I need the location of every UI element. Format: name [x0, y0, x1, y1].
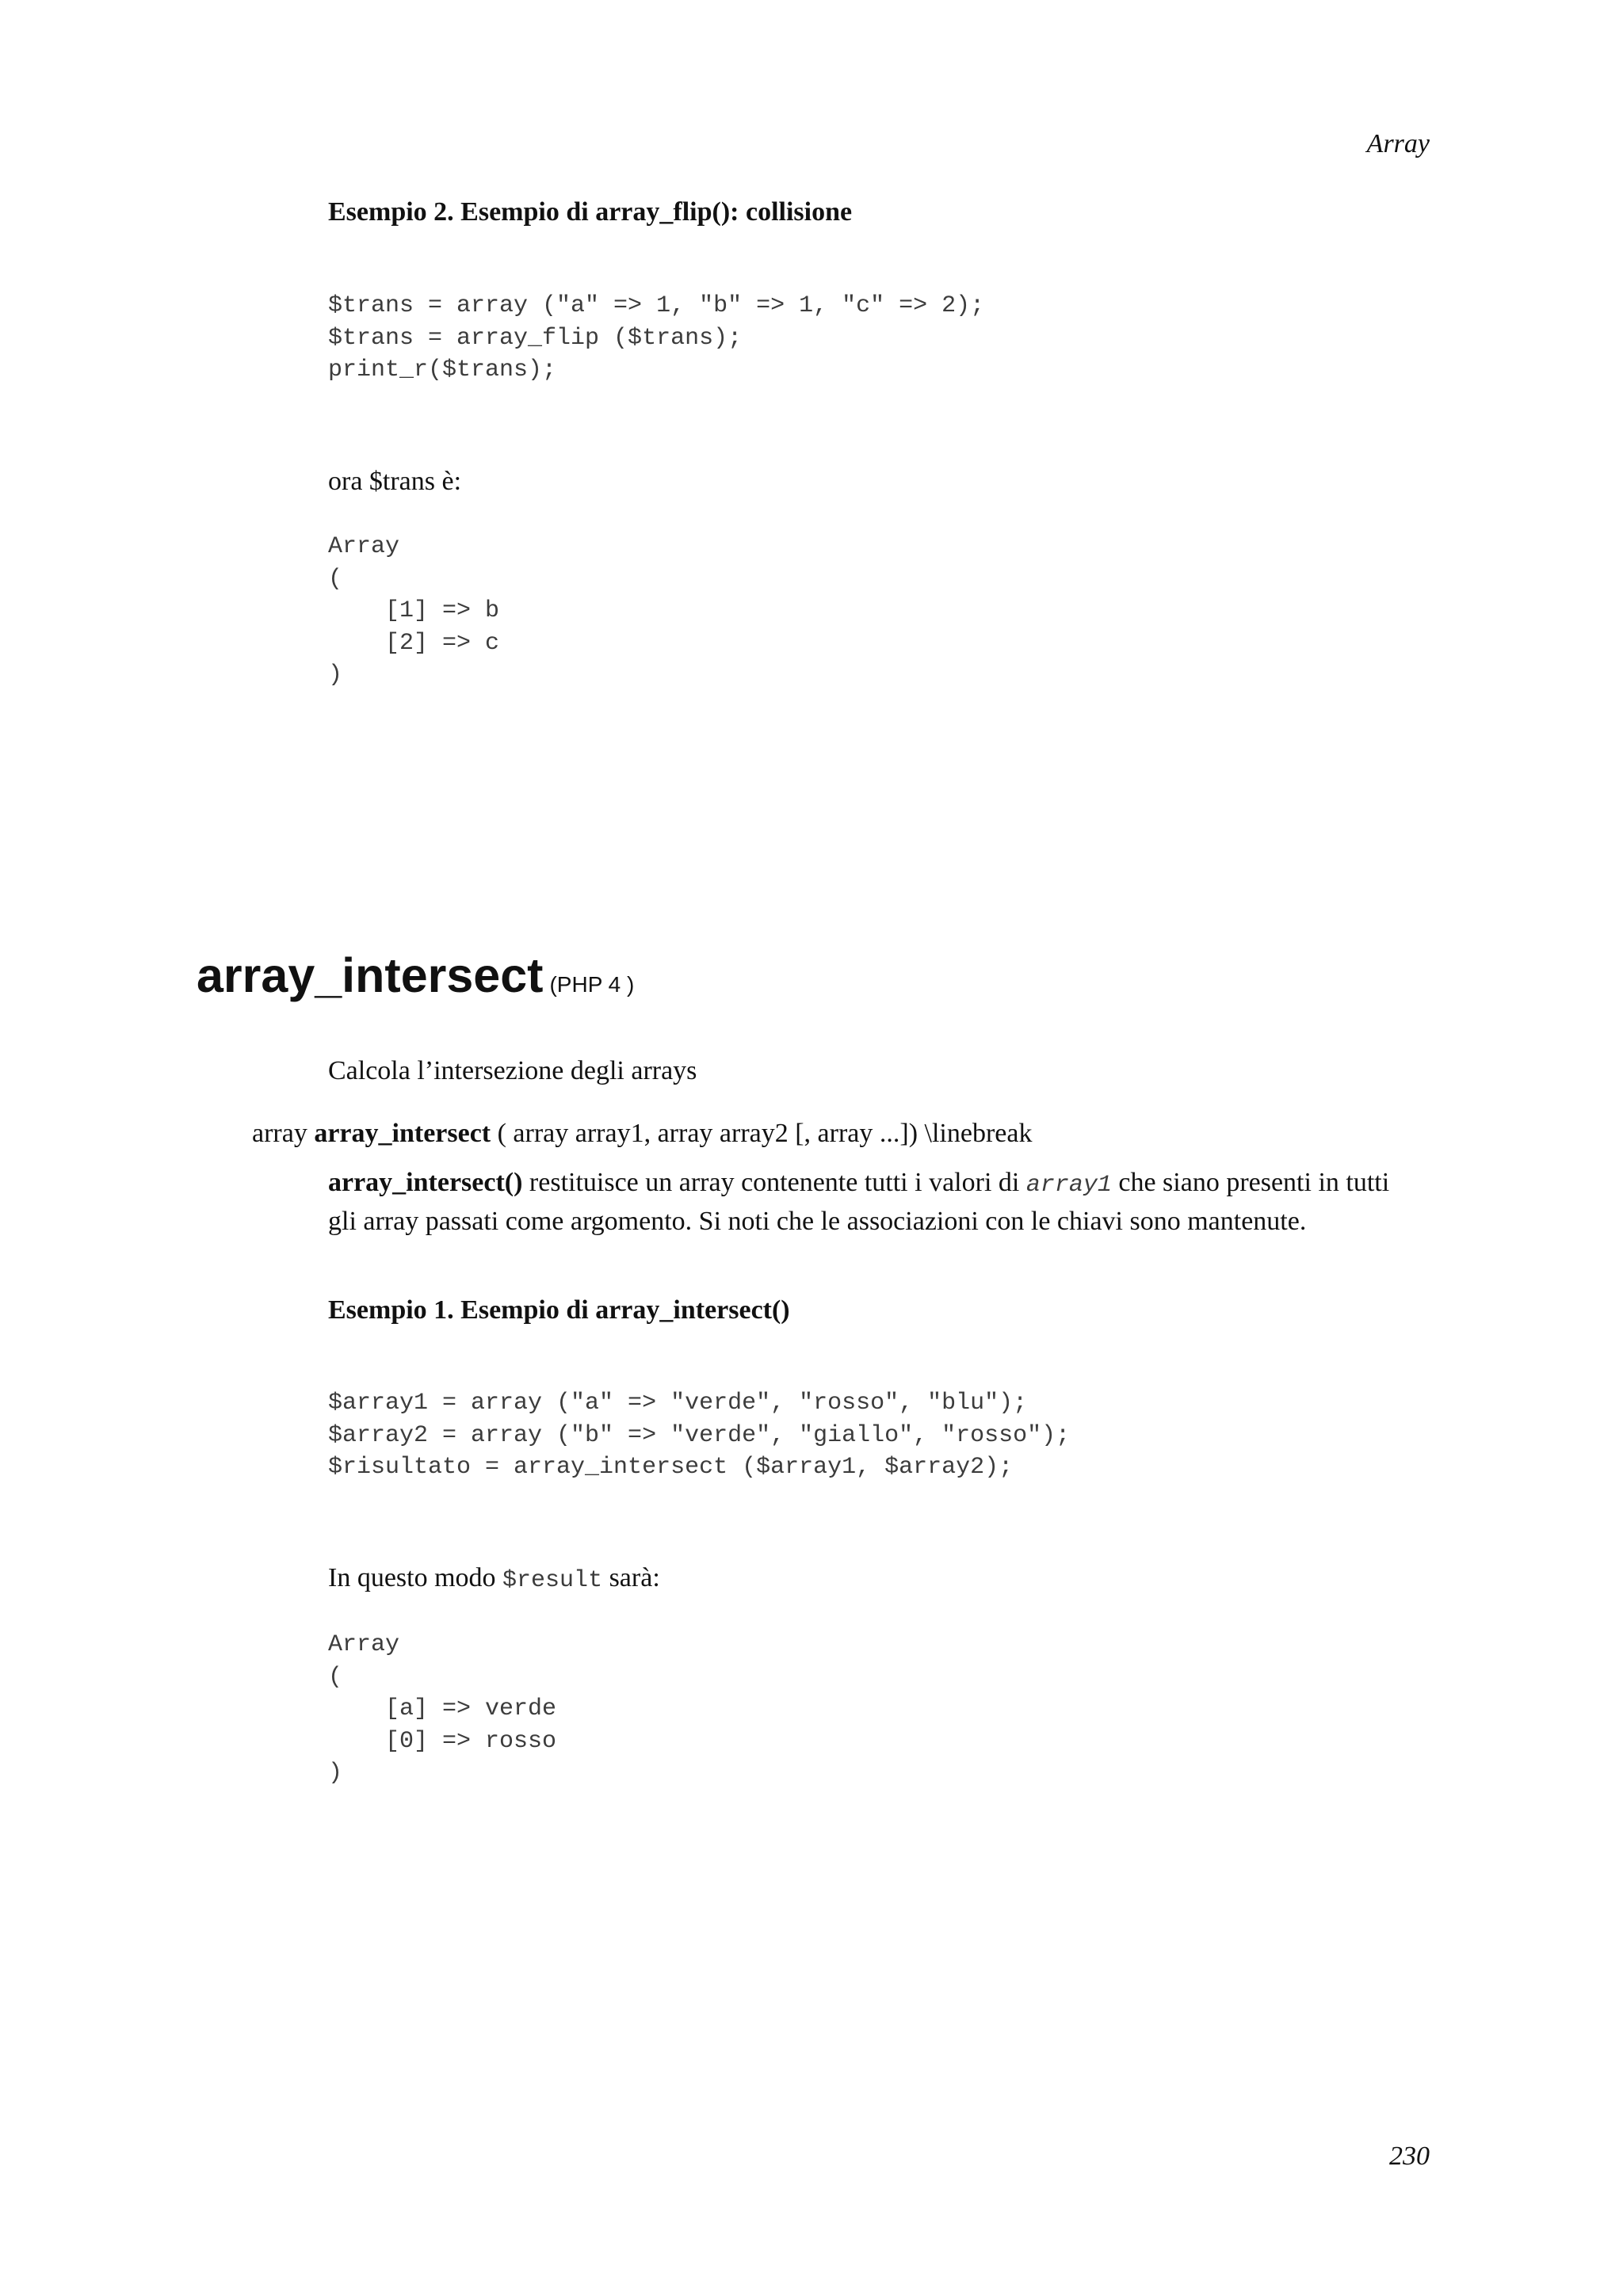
code-block: $array1 = array ("a" => "verde", "rosso", "blu"); $array2 = array ("b" => "verde", "giallo", "rosso"); $risultato = array_intersect ($array1, $array2);	[328, 1390, 1071, 1481]
result-intro: ora $trans è:	[328, 467, 462, 496]
output-block: Array ( [a] => verde [0] => rosso )	[328, 1631, 557, 1787]
synopsis-params: ( array array1, array array2 [, array ...]) \linebreak	[491, 1119, 1033, 1148]
description-text: che siano presenti in tutti	[1111, 1168, 1390, 1197]
synopsis-return-type: array	[252, 1119, 307, 1148]
function-reference: array_intersect()	[328, 1168, 523, 1197]
running-header: Array	[1366, 129, 1430, 158]
result-variable: $result	[502, 1567, 603, 1594]
description-line-1	[328, 1165, 1438, 1203]
version-note: (PHP 4 )	[549, 972, 635, 997]
function-purpose: Calcola l’intersezione degli arrays	[328, 1056, 697, 1085]
synopsis-function-name: array_intersect	[314, 1119, 491, 1148]
function-description	[328, 1165, 1438, 1240]
example-title: Esempio 2. Esempio di array_flip(): collisione	[328, 197, 853, 227]
code-block: $trans = array ("a" => 1, "b" => 1, "c" => 2); $trans = array_flip ($trans); print_r($trans);	[328, 292, 985, 383]
output-block: Array ( [1] => b [2] => c )	[328, 533, 500, 688]
function-synopsis	[252, 1118, 1032, 1150]
description-line-2: gli array passati come argomento. Si noti che le associazioni con le chiavi sono mantenute.	[328, 1207, 1307, 1236]
result-intro-text: In questo modo	[328, 1563, 503, 1592]
result-intro-text: sarà:	[602, 1563, 660, 1592]
parameter-name: array1	[1025, 1172, 1112, 1199]
function-name: array_intersect	[197, 948, 544, 1002]
result-intro	[328, 1560, 660, 1599]
page-number: 230	[1389, 2142, 1430, 2171]
example-title: Esempio 1. Esempio di array_intersect()	[328, 1295, 790, 1325]
function-heading	[197, 948, 634, 1003]
description-text: restituisce un array contenente tutti i valori di	[522, 1168, 1026, 1197]
